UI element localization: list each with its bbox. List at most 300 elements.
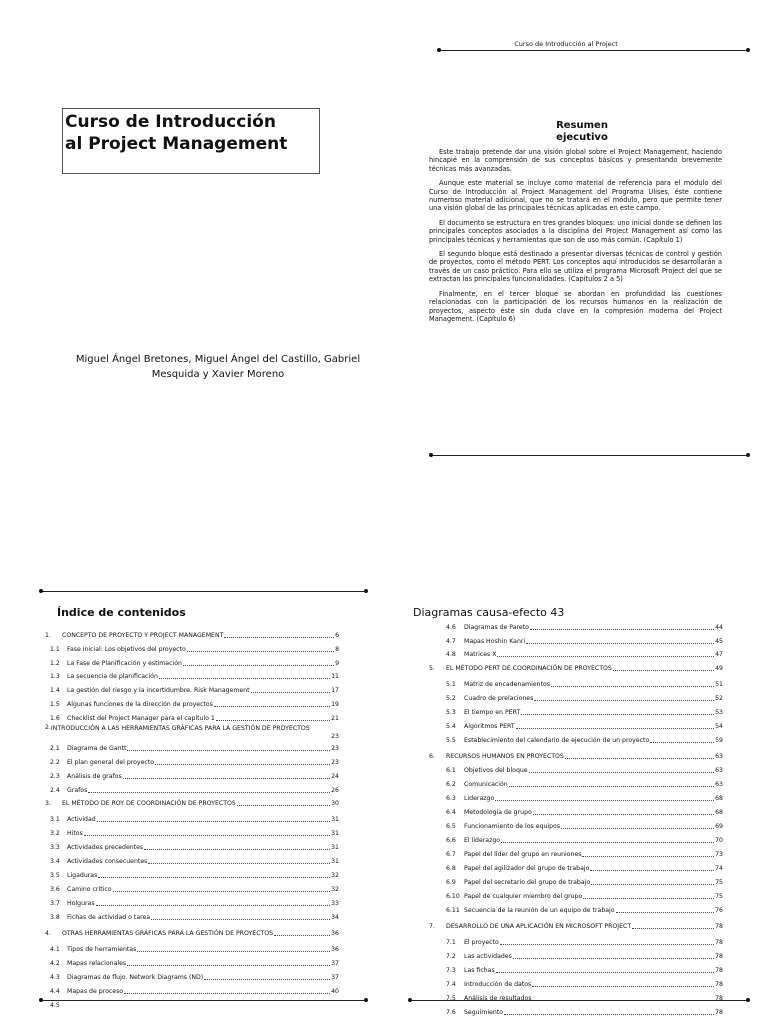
toc-section-entry[interactable] xyxy=(429,737,723,744)
summary-paragraph: Finalmente, en el tercer bloque se abordan en profundidad las cuestiones relacionadas con la participación de los recursos humanos en la realización de proyectos, aspecto éste sin duda clave en la compresión moderna del Project Management. (Capítulo 6) xyxy=(429,289,722,323)
rule-endpoint xyxy=(746,48,750,52)
toc-entry-number: 4.3 xyxy=(50,974,60,981)
toc-entry-label: Diagrama de Gantt xyxy=(67,745,127,752)
toc-entry-label: Papel del líder del grupo en reuniones xyxy=(464,851,582,858)
toc-section-entry[interactable] xyxy=(429,681,723,688)
toc-entry-page: 9 xyxy=(335,660,339,667)
toc-section-entry[interactable] xyxy=(45,946,339,953)
toc-entry-label: Las fichas xyxy=(464,967,495,974)
toc-leader-dots xyxy=(513,958,714,959)
toc-entry-label: El tiempo en PERT xyxy=(464,709,521,716)
toc-entry-page: 24 xyxy=(331,773,339,780)
toc-entry-label: El liderazgo xyxy=(464,837,501,844)
toc-section-entry[interactable] xyxy=(45,844,339,851)
toc-entry-page: 78 xyxy=(715,995,723,1002)
toc-entry-page: 30 xyxy=(331,800,339,807)
toc-entry-page: 68 xyxy=(715,809,723,816)
summary-title-line1: Resumen xyxy=(556,120,608,131)
toc-leader-dots xyxy=(216,720,330,721)
toc-entry-number: 6.1 xyxy=(446,767,456,774)
toc-entry-number: 2.3 xyxy=(50,773,60,780)
toc-entry-page: 69 xyxy=(715,823,723,830)
toc-entry-label: El proyecto xyxy=(464,939,499,946)
toc-entry-label: Grafos xyxy=(67,787,88,794)
toc-entry-page: 52 xyxy=(715,695,723,702)
toc-section-entry[interactable] xyxy=(429,624,723,631)
toc-leader-dots xyxy=(137,951,330,952)
toc-section-entry[interactable] xyxy=(45,974,339,981)
toc-section-entry[interactable] xyxy=(429,939,723,946)
rule-endpoint xyxy=(437,48,441,52)
toc-section-entry[interactable] xyxy=(429,781,723,788)
toc-section-entry[interactable] xyxy=(45,816,339,823)
toc-section-entry[interactable] xyxy=(45,715,339,722)
toc-entry-number: 1.4 xyxy=(50,687,60,694)
toc-entry-label: Matrices X xyxy=(464,651,497,658)
toc-entry-page: 37 xyxy=(331,960,339,967)
toc-entry-label: La gestión del riesgo y la incertidumbre. Risk Management xyxy=(67,687,250,694)
toc-entry-label: Papel de cualquier miembro del grupo xyxy=(464,893,583,900)
toc-entry-page: 76 xyxy=(715,907,723,914)
toc-entry-page: 78 xyxy=(715,981,723,988)
toc-bottom-rule xyxy=(41,1000,367,1001)
toc-section-entry[interactable] xyxy=(45,660,339,667)
toc-entry-number: 3.1 xyxy=(50,816,60,823)
toc-entry-number: 6.2 xyxy=(446,781,456,788)
toc-entry-label: Camino crítico xyxy=(67,886,112,893)
toc-entry-number: 4.6 xyxy=(446,624,456,631)
toc-section-entry[interactable] xyxy=(45,988,339,995)
toc-leader-dots xyxy=(96,905,331,906)
toc-entry-label: Algunas funciones de la dirección de proyectos xyxy=(67,701,213,708)
toc-chapter-entry[interactable] xyxy=(429,665,723,672)
toc-section-entry[interactable] xyxy=(429,795,723,802)
toc-leader-dots xyxy=(582,856,714,857)
toc-section-entry[interactable] xyxy=(429,893,723,900)
toc-section-entry[interactable] xyxy=(429,967,723,974)
toc-entry-number: 3.8 xyxy=(50,914,60,921)
toc-entry-number: 2.2 xyxy=(50,759,60,766)
toc-entry-page: 75 xyxy=(715,879,723,886)
toc-section-entry[interactable] xyxy=(45,858,339,865)
toc-section-entry[interactable] xyxy=(429,823,723,830)
running-header: Curso de Introducción al Project xyxy=(514,40,618,48)
toc-section-entry[interactable] xyxy=(45,830,339,837)
toc-entry-page: 78 xyxy=(715,1009,723,1016)
toc-entry-page: 11 xyxy=(331,673,339,680)
toc-entry-label: El plan general del proyecto xyxy=(67,759,155,766)
toc-entry-label: Mapas relacionales xyxy=(67,960,127,967)
toc-entry-label: INTRODUCCIÓN A LAS HERRAMIENTAS GRÁFICAS PARA LA GESTIÓN DE PROYECTOS xyxy=(50,725,310,732)
toc-entry-number: 7.2 xyxy=(446,953,456,960)
toc-entry-number: 5.1 xyxy=(446,681,456,688)
toc-leader-dots xyxy=(124,993,330,994)
toc-entry-label: Las actividades xyxy=(464,953,512,960)
summary-paragraph: El documento se estructura en tres grandes bloques: uno inicial donde se definen los principales conceptos asociados a la disciplina del Project Management así como las principales técnicas y herramientas que son de uso más común. (Capítulo 1) xyxy=(429,218,722,244)
toc-entry-page: 53 xyxy=(715,709,723,716)
toc-entry-number: 6.4 xyxy=(446,809,456,816)
toc-entry-label: Papel del agilizador del grupo de trabajo xyxy=(464,865,590,872)
authors xyxy=(44,352,392,382)
toc-entry-label: EL MÉTODO DE ROY DE COORDINACIÓN DE PROYECTOS xyxy=(62,800,236,807)
toc-entry-number: 1.2 xyxy=(50,660,60,667)
toc-entry-label: Metodología de grupo xyxy=(464,809,532,816)
toc-entry-number: 4. xyxy=(45,930,51,937)
toc-leader-dots xyxy=(183,665,334,666)
toc-entry-label: Fichas de actividad o tarea xyxy=(67,914,151,921)
toc-entry-page: 33 xyxy=(331,900,339,907)
toc-leader-dots xyxy=(521,714,714,715)
toc-section-entry[interactable] xyxy=(45,773,339,780)
toc-section-entry[interactable] xyxy=(429,651,723,658)
toc-entry-label: Diagramas de Pareto xyxy=(464,624,529,631)
toc-entry-number: 1.1 xyxy=(50,646,60,653)
toc-leader-dots xyxy=(591,884,714,885)
toc-entry-number: 7. xyxy=(429,923,435,930)
toc-entry-page: 21 xyxy=(331,715,339,722)
toc-chapter-entry[interactable] xyxy=(45,800,339,807)
toc-entry-number: 6.3 xyxy=(446,795,456,802)
toc-entry-number: 3.4 xyxy=(50,858,60,865)
toc-entry-label: Funcionamiento de los equipos xyxy=(464,823,561,830)
toc-entry-number: 6.7 xyxy=(446,851,456,858)
toc-entry-label: Análisis de grafos xyxy=(67,773,122,780)
toc-leader-dots xyxy=(516,728,714,729)
toc-entry-number: 4.8 xyxy=(446,651,456,658)
toc-section-entry[interactable] xyxy=(429,837,723,844)
toc-entry-number: 7.1 xyxy=(446,939,456,946)
toc-section-entry[interactable] xyxy=(45,914,339,921)
toc-entry-label: Matriz de encadenamientos xyxy=(464,681,551,688)
toc-entry-page: 23 xyxy=(331,759,339,766)
toc-leader-dots xyxy=(127,750,330,751)
toc-section-entry[interactable] xyxy=(45,1002,339,1009)
toc-entry-label: Mapas Hoshin Kanri xyxy=(464,638,526,645)
toc-entry-number: 6.10 xyxy=(446,893,460,900)
toc-entry-page: 78 xyxy=(715,967,723,974)
rule-endpoint xyxy=(429,453,433,457)
rule-endpoint xyxy=(39,998,43,1002)
toc-chapter-entry[interactable] xyxy=(45,632,339,639)
toc-entry-page: 37 xyxy=(331,974,339,981)
toc-leader-dots xyxy=(113,891,331,892)
cover-title-line2: al Project Management xyxy=(65,134,288,154)
toc-entry-number: 1.5 xyxy=(50,701,60,708)
toc-section-entry[interactable] xyxy=(45,960,339,967)
toc-entry-number: 6.5 xyxy=(446,823,456,830)
toc-entry-number: 2. xyxy=(45,724,51,731)
toc-section-entry[interactable] xyxy=(45,759,339,766)
toc-leader-dots xyxy=(187,651,334,652)
toc-entry-label: Actividades consecuentes xyxy=(67,858,148,865)
toc-entry-label: Análisis de resultados xyxy=(464,995,532,1002)
toc-entry-page: 74 xyxy=(715,865,723,872)
toc-entry-page: 26 xyxy=(331,787,339,794)
toc-section-entry[interactable] xyxy=(429,809,723,816)
toc-section-entry[interactable] xyxy=(429,1009,723,1016)
toc-section-entry[interactable] xyxy=(45,872,339,879)
toc-entry-page: 31 xyxy=(331,844,339,851)
toc-entry-label: Liderazgo xyxy=(464,795,495,802)
toc-entry-label: Checklist del Project Manager para el capítulo 1 xyxy=(67,715,215,722)
toc-leader-dots xyxy=(497,656,714,657)
header-rule xyxy=(439,50,749,51)
toc-entry-label: DESARROLLO DE UNA APLICACIÓN EN MICROSOFT PROJECT xyxy=(446,923,632,930)
toc-section-entry[interactable] xyxy=(429,879,723,886)
toc-entry-label: Ligaduras xyxy=(67,872,98,879)
toc-entry-number: 3.7 xyxy=(50,900,60,907)
authors-line2: Mesquida y Xavier Moreno xyxy=(151,369,285,380)
toc-entry-number: 4.1 xyxy=(50,946,60,953)
toc-entry-page: 36 xyxy=(331,946,339,953)
toc-leader-dots xyxy=(123,778,330,779)
toc-leader-dots xyxy=(529,772,715,773)
toc-section-entry[interactable] xyxy=(45,900,339,907)
toc-leader-dots xyxy=(88,792,330,793)
toc-entry-page: 63 xyxy=(715,781,723,788)
toc-section-entry[interactable] xyxy=(45,701,339,708)
toc-title: Índice de contenidos xyxy=(57,606,186,619)
rule-endpoint xyxy=(746,998,750,1002)
toc-entry-number: 4.2 xyxy=(50,960,60,967)
toc-entry-label: EL MÉTODO PERT DE COORDINACIÓN DE PROYECTOS xyxy=(446,665,612,672)
summary-bottom-rule xyxy=(431,455,749,456)
toc-section-entry[interactable] xyxy=(429,981,723,988)
toc-entry-number: 1.6 xyxy=(50,715,60,722)
toc-leader-dots xyxy=(251,692,331,693)
toc-entry-page: 78 xyxy=(715,953,723,960)
toc-entry-page: 6 xyxy=(335,632,339,639)
toc-chapter-entry[interactable] xyxy=(45,724,339,740)
summary-body xyxy=(429,148,722,329)
toc-entry-number: 3.6 xyxy=(50,886,60,893)
toc-leader-dots xyxy=(509,786,714,787)
toc-leader-dots xyxy=(650,742,714,743)
toc-leader-dots xyxy=(204,979,330,980)
toc-section-entry[interactable] xyxy=(429,695,723,702)
toc-entry-label: Hitos xyxy=(67,830,83,837)
toc-section-entry[interactable] xyxy=(429,723,723,730)
toc-entry-page: 78 xyxy=(715,923,723,930)
toc-section-entry[interactable] xyxy=(429,851,723,858)
toc-section-entry[interactable] xyxy=(429,709,723,716)
rule-endpoint xyxy=(39,589,43,593)
toc-entry-number: 3. xyxy=(45,800,51,807)
toc-entry-number: 5. xyxy=(429,665,435,672)
toc-leader-dots xyxy=(496,972,714,973)
toc-entry-page: 36 xyxy=(331,930,339,937)
toc-leader-dots xyxy=(590,870,714,871)
toc-entry-page: 40 xyxy=(331,988,339,995)
toc-section-entry[interactable] xyxy=(45,745,339,752)
toc-entry-page: 47 xyxy=(715,651,723,658)
cover-title-box xyxy=(62,108,320,174)
toc-continuation-title: Diagramas causa-efecto 43 xyxy=(413,606,565,619)
toc-leader-dots xyxy=(237,805,330,806)
toc-entry-page: 78 xyxy=(715,939,723,946)
toc-chapter-entry[interactable] xyxy=(429,923,723,930)
toc-section-entry[interactable] xyxy=(45,646,339,653)
toc-entry-number: 1. xyxy=(45,632,51,639)
toc-leader-dots xyxy=(98,877,330,878)
toc-entry-page: 59 xyxy=(715,737,723,744)
toc-section-entry[interactable] xyxy=(45,787,339,794)
toc-right-bottom-rule xyxy=(410,1000,750,1001)
toc-entry-label: Algoritmos PERT xyxy=(464,723,515,730)
toc-entry-page: 31 xyxy=(331,858,339,865)
toc-entry-label: Actividad xyxy=(67,816,96,823)
toc-section-entry[interactable] xyxy=(45,687,339,694)
toc-entry-page: 32 xyxy=(331,886,339,893)
toc-leader-dots xyxy=(616,912,715,913)
toc-section-entry[interactable] xyxy=(45,673,339,680)
toc-entry-page: 23 xyxy=(331,733,339,740)
rule-endpoint xyxy=(364,589,368,593)
toc-leader-dots xyxy=(151,919,330,920)
summary-paragraph: Aunque este material se incluye como material de referencia para el módulo del Curso de Introducción al Project Management del Programa Ulises, éste contiene numeroso material adicional, que no se tratará en el módulo, pero que permite tener una visión global de las principales técnicas aplicadas en este campo. xyxy=(429,179,722,213)
toc-entry-label: RECURSOS HUMANOS EN PROYECTOS xyxy=(446,753,564,760)
toc-entry-label: OTRAS HERRAMIENTAS GRÁFICAS PARA LA GESTIÓN DE PROYECTOS xyxy=(62,930,274,937)
toc-entry-page: 51 xyxy=(715,681,723,688)
toc-leader-dots xyxy=(495,800,714,801)
toc-entry-number: 7.3 xyxy=(446,967,456,974)
toc-entry-label: Mapas de proceso xyxy=(67,988,124,995)
toc-leader-dots xyxy=(214,706,330,707)
toc-leader-dots xyxy=(224,637,334,638)
toc-entry-number: 3.3 xyxy=(50,844,60,851)
toc-entry-page: 31 xyxy=(331,830,339,837)
toc-leader-dots xyxy=(500,944,714,945)
toc-leader-dots xyxy=(534,700,714,701)
toc-section-entry[interactable] xyxy=(429,953,723,960)
toc-entry-number: 5.5 xyxy=(446,737,456,744)
toc-leader-dots xyxy=(504,1014,714,1015)
toc-entry-number: 5.4 xyxy=(446,723,456,730)
toc-entry-number: 4.7 xyxy=(446,638,456,645)
toc-entry-page: 70 xyxy=(715,837,723,844)
summary-title-line2: ejecutivo xyxy=(556,132,608,143)
toc-leader-dots xyxy=(84,835,330,836)
toc-right-column xyxy=(429,622,723,1022)
toc-entry-number: 5.3 xyxy=(446,709,456,716)
toc-leader-dots xyxy=(551,686,714,687)
rule-endpoint xyxy=(746,453,750,457)
toc-entry-page: 73 xyxy=(715,851,723,858)
toc-entry-label: Fase inicial: Los objetivos del proyecto xyxy=(67,646,186,653)
toc-leader-dots xyxy=(533,814,714,815)
toc-entry-number: 6.8 xyxy=(446,865,456,872)
toc-entry-number: 6.6 xyxy=(446,837,456,844)
toc-entry-number: 4.4 xyxy=(50,988,60,995)
toc-entry-label: Diagramas de flujo. Network Diagrams (ND) xyxy=(67,974,204,981)
toc-entry-number: 1.3 xyxy=(50,673,60,680)
toc-entry-page: 23 xyxy=(331,745,339,752)
toc-entry-number: 7.5 xyxy=(446,995,456,1002)
toc-entry-page: 31 xyxy=(331,816,339,823)
toc-entry-number: 5.2 xyxy=(446,695,456,702)
toc-entry-number: 7.4 xyxy=(446,981,456,988)
toc-section-entry[interactable] xyxy=(429,638,723,645)
cover-title-line1: Curso de Introducción xyxy=(65,112,276,132)
toc-leader-dots xyxy=(144,849,330,850)
toc-leader-dots xyxy=(97,821,330,822)
toc-entry-label: Actividades precedentes xyxy=(67,844,144,851)
toc-leader-dots xyxy=(501,842,714,843)
toc-leader-dots xyxy=(532,986,714,987)
toc-entry-page: 32 xyxy=(331,872,339,879)
toc-entry-number: 6. xyxy=(429,753,435,760)
toc-top-rule xyxy=(41,591,367,592)
toc-entry-label: Objetivos del bloque xyxy=(464,767,528,774)
toc-leader-dots xyxy=(583,898,714,899)
toc-leader-dots xyxy=(632,928,714,929)
toc-entry-label: La Fase de Planificación y estimación xyxy=(67,660,182,667)
toc-entry-label: Comunicación xyxy=(464,781,508,788)
toc-entry-page: 49 xyxy=(715,665,723,672)
toc-entry-number: 2.4 xyxy=(50,787,60,794)
toc-entry-number: 3.5 xyxy=(50,872,60,879)
authors-line1: Miguel Ángel Bretones, Miguel Ángel del Castillo, Gabriel xyxy=(75,354,361,365)
toc-leader-dots xyxy=(565,758,714,759)
toc-entry-number: 4.5 xyxy=(50,1002,60,1009)
toc-entry-number: 2.1 xyxy=(50,745,60,752)
toc-leader-dots xyxy=(159,678,330,679)
toc-entry-page: 75 xyxy=(715,893,723,900)
toc-entry-label: Introducción de datos xyxy=(464,981,532,988)
toc-entry-label: La secuencia de planificación xyxy=(67,673,158,680)
toc-entry-page: 44 xyxy=(715,624,723,631)
toc-entry-number: 3.2 xyxy=(50,830,60,837)
summary-paragraph: Este trabajo pretende dar una visión global sobre el Project Management, haciendo hincapié en la comprensión de sus conceptos básicos y presentando brevemente técnicas más avanzadas. xyxy=(429,148,722,173)
toc-entry-number: 7.6 xyxy=(446,1009,456,1016)
toc-entry-page: 68 xyxy=(715,795,723,802)
toc-entry-label: CONCEPTO DE PROYECTO Y PROJECT MANAGEMENT xyxy=(62,632,224,639)
toc-entry-label: Papel del secretario del grupo de trabajo xyxy=(464,879,591,886)
toc-entry-label: Holguras xyxy=(67,900,95,907)
toc-entry-page: 8 xyxy=(335,646,339,653)
toc-entry-page: 54 xyxy=(715,723,723,730)
toc-section-entry[interactable] xyxy=(45,886,339,893)
toc-leader-dots xyxy=(155,764,330,765)
toc-entry-page: 17 xyxy=(331,687,339,694)
summary-title xyxy=(520,120,644,144)
toc-chapter-entry[interactable] xyxy=(429,753,723,760)
toc-entry-label: Tipos de herramientas xyxy=(67,946,137,953)
toc-leader-dots xyxy=(613,670,714,671)
rule-endpoint xyxy=(408,998,412,1002)
toc-leader-dots xyxy=(561,828,714,829)
toc-leader-dots xyxy=(530,629,714,630)
toc-entry-page: 63 xyxy=(715,767,723,774)
toc-entry-label: Cuadro de prelaciones xyxy=(464,695,534,702)
rule-endpoint xyxy=(364,998,368,1002)
toc-entry-page: 34 xyxy=(331,914,339,921)
toc-entry-page: 45 xyxy=(715,638,723,645)
toc-section-entry[interactable] xyxy=(429,767,723,774)
toc-entry-number: 6.9 xyxy=(446,879,456,886)
toc-section-entry[interactable] xyxy=(429,907,723,914)
toc-entry-label: Establecimiento del calendario de ejecución de un proyecto xyxy=(464,737,650,744)
toc-entry-label: Seguimiento xyxy=(464,1009,503,1016)
toc-chapter-entry[interactable] xyxy=(45,930,339,937)
toc-entry-label: Secuencia de la reunión de un equipo de trabajo xyxy=(464,907,615,914)
toc-entry-page: 19 xyxy=(331,701,339,708)
toc-section-entry[interactable] xyxy=(429,865,723,872)
toc-leader-dots xyxy=(127,965,330,966)
summary-paragraph: El segundo bloque está destinado a presentar diversas técnicas de control y gestión de proyectos, como el método PERT. Los conceptos aquí introducidos se desarrollarán a través de un caso práctico. Para ello se utiliza el programa Microsoft Project del que se extractan las principales funcionalidades. (Capítulos 2 a 5) xyxy=(429,250,722,284)
toc-leader-dots xyxy=(148,863,330,864)
toc-leader-dots xyxy=(526,643,714,644)
